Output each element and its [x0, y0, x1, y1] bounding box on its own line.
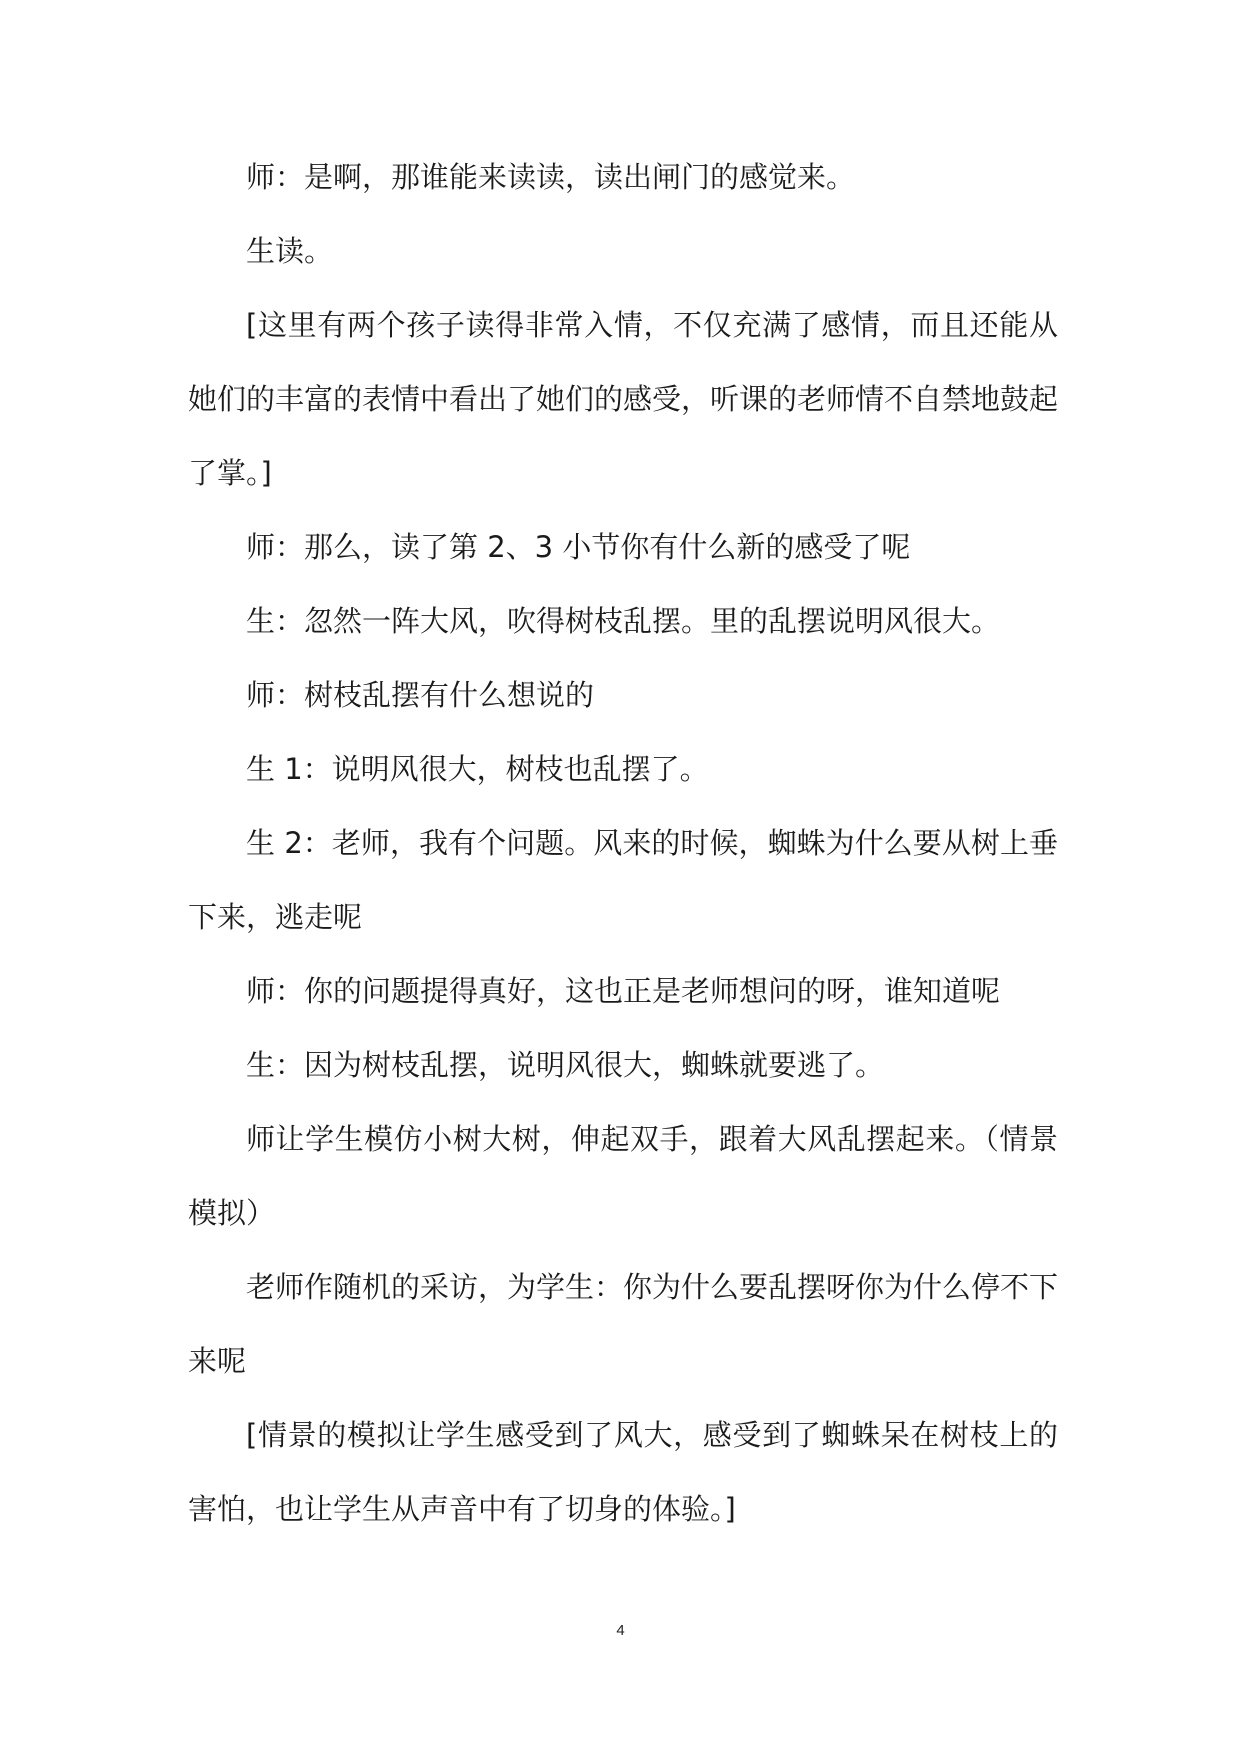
paragraph: 师：是啊，那谁能来读读，读出闸门的感觉来。	[246, 160, 856, 194]
body-text	[188, 140, 1058, 1546]
paragraph: [情景的模拟让学生感受到了风大，感受到了蜘蛛呆在树枝上的害怕，也让学生从声音中有了切身的体验。]	[188, 1418, 1058, 1526]
paragraph: 师：那么，读了第 2、3 小节你有什么新的感受了呢	[246, 530, 911, 564]
paragraph: 生：忽然一阵大风，吹得树枝乱摆。里的乱摆说明风很大。	[246, 604, 1001, 638]
page-number: 4	[616, 1622, 625, 1639]
paragraph: 生读。	[246, 234, 334, 268]
paragraph: 师：树枝乱摆有什么想说的	[246, 678, 595, 712]
paragraph: 生 2：老师，我有个问题。风来的时候，蜘蛛为什么要从树上垂下来，逃走呢	[188, 826, 1058, 934]
paragraph: 生：因为树枝乱摆，说明风很大，蜘蛛就要逃了。	[246, 1048, 885, 1082]
paragraph: 师让学生模仿小树大树，伸起双手，跟着大风乱摆起来。（情景模拟）	[188, 1122, 1058, 1230]
paragraph: 生 1：说明风很大，树枝也乱摆了。	[246, 752, 709, 786]
paragraph: [这里有两个孩子读得非常入情，不仅充满了感情，而且还能从她们的丰富的表情中看出了她们的感受，听课的老师情不自禁地鼓起了掌。]	[188, 308, 1059, 490]
paragraph: 师：你的问题提得真好，这也正是老师想问的呀，谁知道呢	[246, 974, 1001, 1008]
paragraph: 老师作随机的采访，为学生：你为什么要乱摆呀你为什么停不下来呢	[188, 1270, 1059, 1378]
